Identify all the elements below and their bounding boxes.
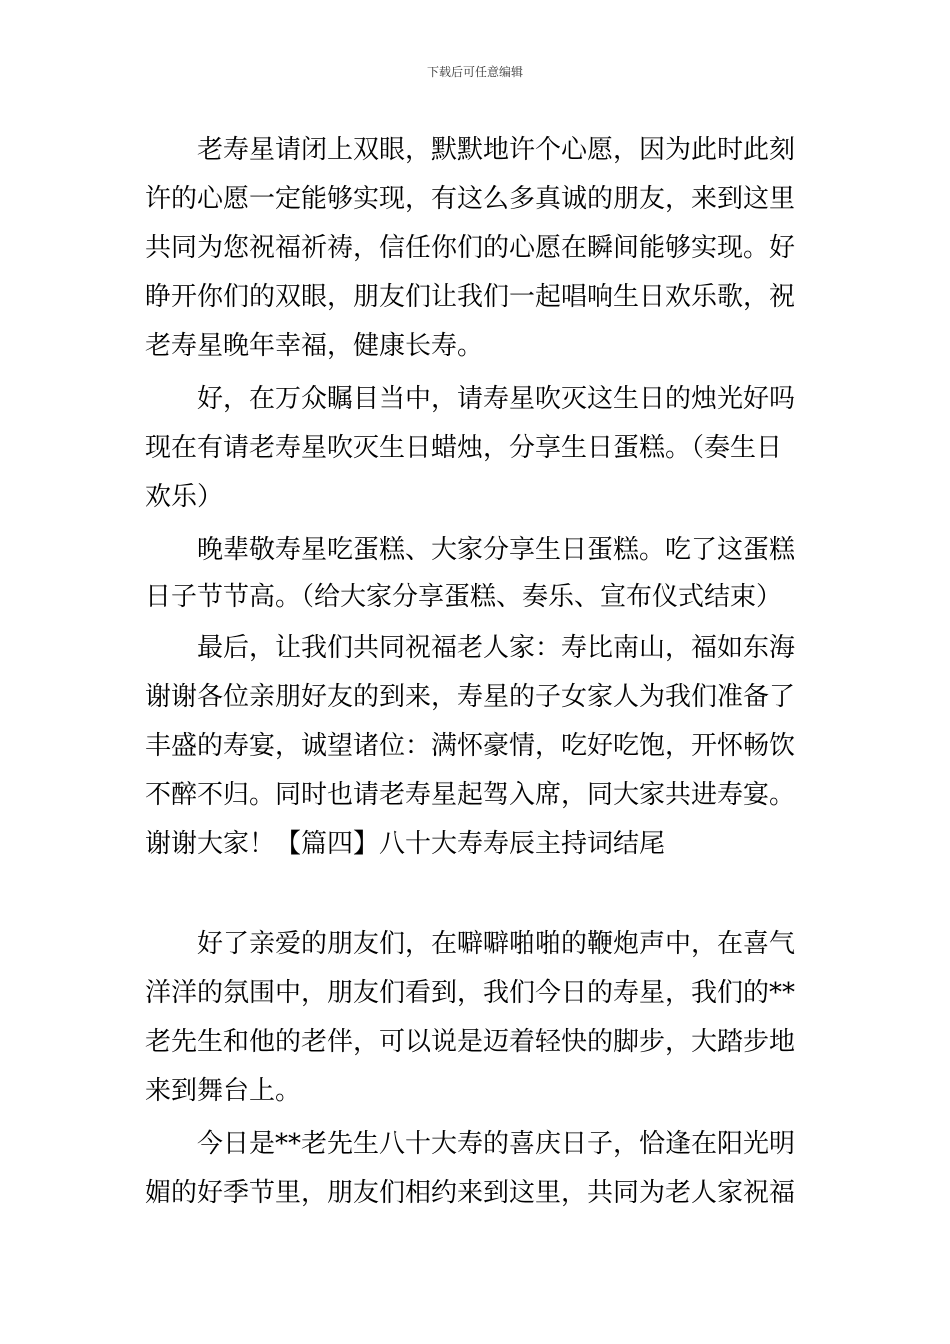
text-line (145, 976, 825, 1010)
text-line (145, 1025, 825, 1059)
line-text: 最后，让我们共同祝福老人家：寿比南山，福如东海 (197, 633, 796, 663)
line-text: 老寿星请闭上双眼，默默地许个心愿，因为此时此刻 (197, 135, 796, 165)
line-text: 洋洋的氛围中，朋友们看到，我们今日的寿星，我们的** (145, 978, 796, 1008)
line-text: 来到舞台上。 (145, 1076, 302, 1106)
text-line (145, 1127, 825, 1161)
text-line (145, 182, 825, 216)
line-text: 媚的好季节里，朋友们相约来到这里，共同为老人家祝福 (145, 1178, 796, 1208)
line-text: 好了亲爱的朋友们，在噼噼啪啪的鞭炮声中，在喜气 (197, 929, 796, 959)
text-line (145, 1176, 825, 1210)
line-text: 不醉不归。同时也请老寿星起驾入席，同大家共进寿宴。 (145, 780, 796, 810)
text-line (145, 827, 825, 861)
line-text: 好，在万众瞩目当中，请寿星吹灭这生日的烛光好吗 (197, 384, 796, 414)
text-line (145, 431, 825, 465)
text-line (145, 329, 825, 363)
text-line (145, 382, 825, 416)
line-text: 老寿星晚年幸福，健康长寿。 (145, 331, 484, 361)
line-text: 今日是**老先生八十大寿的喜庆日子，恰逢在阳光明 (197, 1129, 796, 1159)
text-line (145, 133, 825, 167)
line-text: 老先生和他的老伴，可以说是迈着轻快的脚步，大踏步地 (145, 1027, 796, 1057)
text-line (145, 927, 825, 961)
text-line (145, 729, 825, 763)
line-text: 丰盛的寿宴，诚望诸位：满怀豪情，吃好吃饱，开怀畅饮 (145, 731, 796, 761)
line-text: 许的心愿一定能够实现，有这么多真诚的朋友，来到这里 (145, 184, 796, 214)
line-text: 共同为您祝福祈祷，信任你们的心愿在瞬间能够实现。好 (145, 233, 796, 263)
text-line (145, 1074, 825, 1108)
line-text: 谢谢大家！【篇四】八十大寿寿辰主持词结尾 (145, 829, 666, 859)
text-line (145, 533, 825, 567)
line-text: 现在有请老寿星吹灭生日蜡烛，分享生日蛋糕。（奏生日 (145, 433, 783, 463)
text-line (145, 231, 825, 265)
text-line (145, 680, 825, 714)
text-line (145, 631, 825, 665)
page-header: 下载后可任意编辑 (426, 65, 523, 79)
line-text: 睁开你们的双眼，朋友们让我们一起唱响生日欢乐歌，祝 (145, 282, 796, 312)
text-line (145, 280, 825, 314)
line-text: 谢谢各位亲朋好友的到来，寿星的子女家人为我们准备了 (145, 682, 796, 712)
line-text: 晚辈敬寿星吃蛋糕、大家分享生日蛋糕。吃了这蛋糕 (197, 535, 796, 565)
line-text: 日子节节高。（给大家分享蛋糕、奏乐、宣布仪式结束） (145, 582, 783, 612)
text-line (145, 580, 825, 614)
text-line (145, 480, 825, 514)
line-text: 欢乐） (145, 482, 224, 512)
text-line (145, 778, 825, 812)
